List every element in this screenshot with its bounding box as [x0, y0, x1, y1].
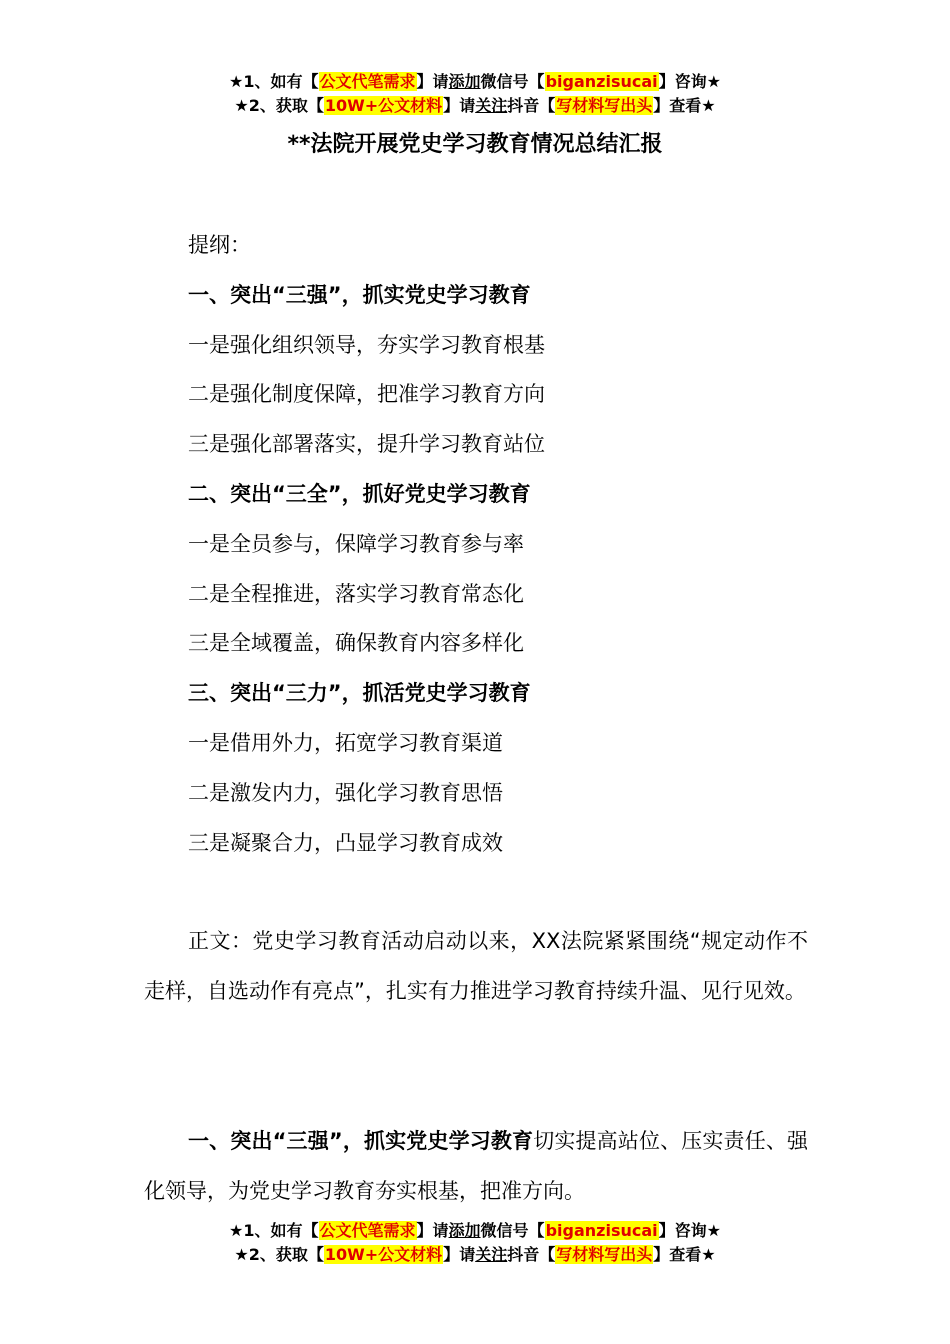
- body-section-1-paragraph: [144, 1117, 808, 1216]
- underlined-add: 添加: [448, 1221, 481, 1240]
- ad-banner-line-1: ★1、如有【公文代笔需求】请添加微信号【biganzisucai】咨询★: [229, 72, 721, 91]
- section-heading: 三、突出“三力”，抓活党史学习教育: [188, 681, 531, 706]
- highlight-service: 公文代笔需求: [319, 72, 416, 91]
- underlined-follow: 关注: [475, 1245, 508, 1264]
- highlight-wechat-id: biganzisucai: [545, 72, 658, 91]
- body-intro-paragraph: 正文：党史学习教育活动启动以来，XX法院紧紧围绕“规定动作不走样，自选动作有亮点”，扎实有力推进学习教育持续升温、见行见效。: [144, 929, 808, 1003]
- outline-item: 一是全员参与，保障学习教育参与率: [188, 531, 524, 556]
- ad-banner-bottom: [0, 1219, 950, 1267]
- outline-item: 三是全域覆盖，确保教育内容多样化: [188, 631, 524, 656]
- ad-banner-line-2: ★2、获取【10W+公文材料】请关注抖音【写材料写出头】查看★: [234, 1245, 716, 1264]
- highlight-douyin-account: 写材料写出头: [556, 1245, 653, 1264]
- underlined-add: 添加: [448, 72, 481, 91]
- highlight-douyin-account: 写材料写出头: [556, 96, 653, 115]
- highlight-wechat-id: biganzisucai: [545, 1221, 658, 1240]
- body-section-1-lead: 一、突出“三强”，抓实党史学习教育: [188, 1129, 534, 1153]
- ad-banner-line-1: ★1、如有【公文代笔需求】请添加微信号【biganzisucai】咨询★: [229, 1221, 721, 1240]
- outline-item: 二是全程推进，落实学习教育常态化: [188, 581, 524, 606]
- highlight-materials: 10W+公文材料: [324, 96, 443, 115]
- document-title: **法院开展党史学习教育情况总结汇报: [287, 132, 663, 157]
- outline-item: 三是强化部署落实，提升学习教育站位: [188, 432, 545, 457]
- section-heading: 一、突出“三强”，抓实党史学习教育: [188, 282, 531, 307]
- outline-item: 二是强化制度保障，把准学习教育方向: [188, 382, 545, 407]
- outline-item: 二是激发内力，强化学习教育思悟: [188, 780, 503, 805]
- section-heading: 二、突出“三全”，抓好党史学习教育: [188, 481, 531, 506]
- highlight-materials: 10W+公文材料: [324, 1245, 443, 1264]
- highlight-service: 公文代笔需求: [319, 1221, 416, 1240]
- ad-banner-top: [0, 70, 950, 118]
- underlined-follow: 关注: [475, 96, 508, 115]
- body-section-1-text: 切实提高站位、压实责任、强化领导，为党史学习教育夯实根基，把准方向。: [144, 1129, 809, 1203]
- ad-banner-line-2: ★2、获取【10W+公文材料】请关注抖音【写材料写出头】查看★: [234, 96, 716, 115]
- outline-item: 一是强化组织领导，夯实学习教育根基: [188, 332, 545, 357]
- outline-item: 一是借用外力，拓宽学习教育渠道: [188, 730, 503, 755]
- outline: [188, 221, 828, 868]
- outline-label: 提纲：: [188, 233, 251, 257]
- outline-item: 三是凝聚合力，凸显学习教育成效: [188, 830, 503, 855]
